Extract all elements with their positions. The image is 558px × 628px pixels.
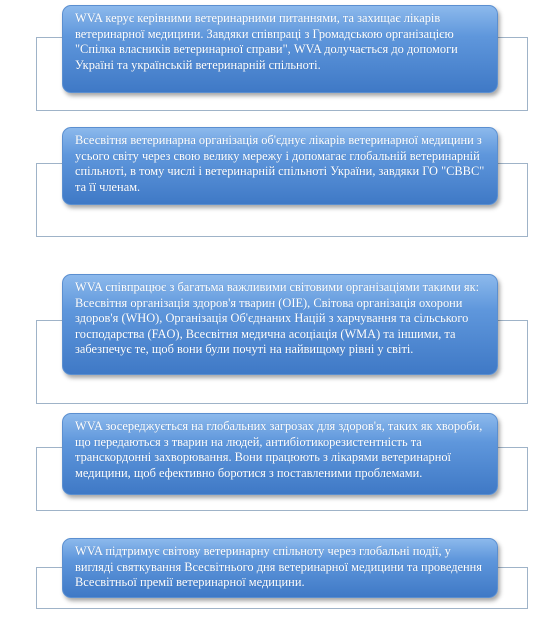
- block-1-card: [62, 5, 498, 93]
- block-2-card: [62, 127, 498, 205]
- block-3-text: WVA співпрацює з багатьма важливими світовими організаціями такими як: Всесвітня організація здоров'я тварин (OIE), Світова організація охорони здоров'я (WHO), Організація Об'єднаних Націй з харчування та сільського господарства (FAO), Всесвітня медична асоціація (WMA) та іншими, та забезпечує те, щоб вони були почуті на найвищому рівні у світі.: [75, 280, 480, 356]
- block-5-text: WVA підтримує світову ветеринарну спільноту через глобальні події, у вигляді святкування Всесвітнього дня ветеринарної медицини та проведення Всесвітньої премії ветеринарної медицини.: [75, 544, 482, 589]
- block-5-card: [62, 538, 498, 598]
- block-3-card: [62, 274, 498, 375]
- block-4-card: [62, 413, 498, 495]
- block-4-text: WVA зосереджується на глобальних загрозах для здоров'я, таких як хвороби, що передаються з тварин на людей, антибіотикорезистентність та транскордонні захворювання. Вони працюють з лікарями ветеринарної медицини, щоб ефективно боротися з поставленими проблемами.: [75, 419, 483, 480]
- block-1-text: WVA керує керівними ветеринарними питаннями, та захищає лікарів ветеринарної медицини. Завдяки співпраці з Громадською організацією "Спілка власників ветеринарної справи", WVA долучається до допомоги Україні та українській ветеринарній спільноті.: [75, 11, 458, 72]
- block-2-text: Всесвітня ветеринарна організація об'єднує лікарів ветеринарної медицини з усього світу через свою велику мережу і допомагає глобальній ветеринарній спільноті, в тому числі і ветеринарній спільноті України, завдяки ГО "СВВС" та її членам.: [75, 133, 485, 194]
